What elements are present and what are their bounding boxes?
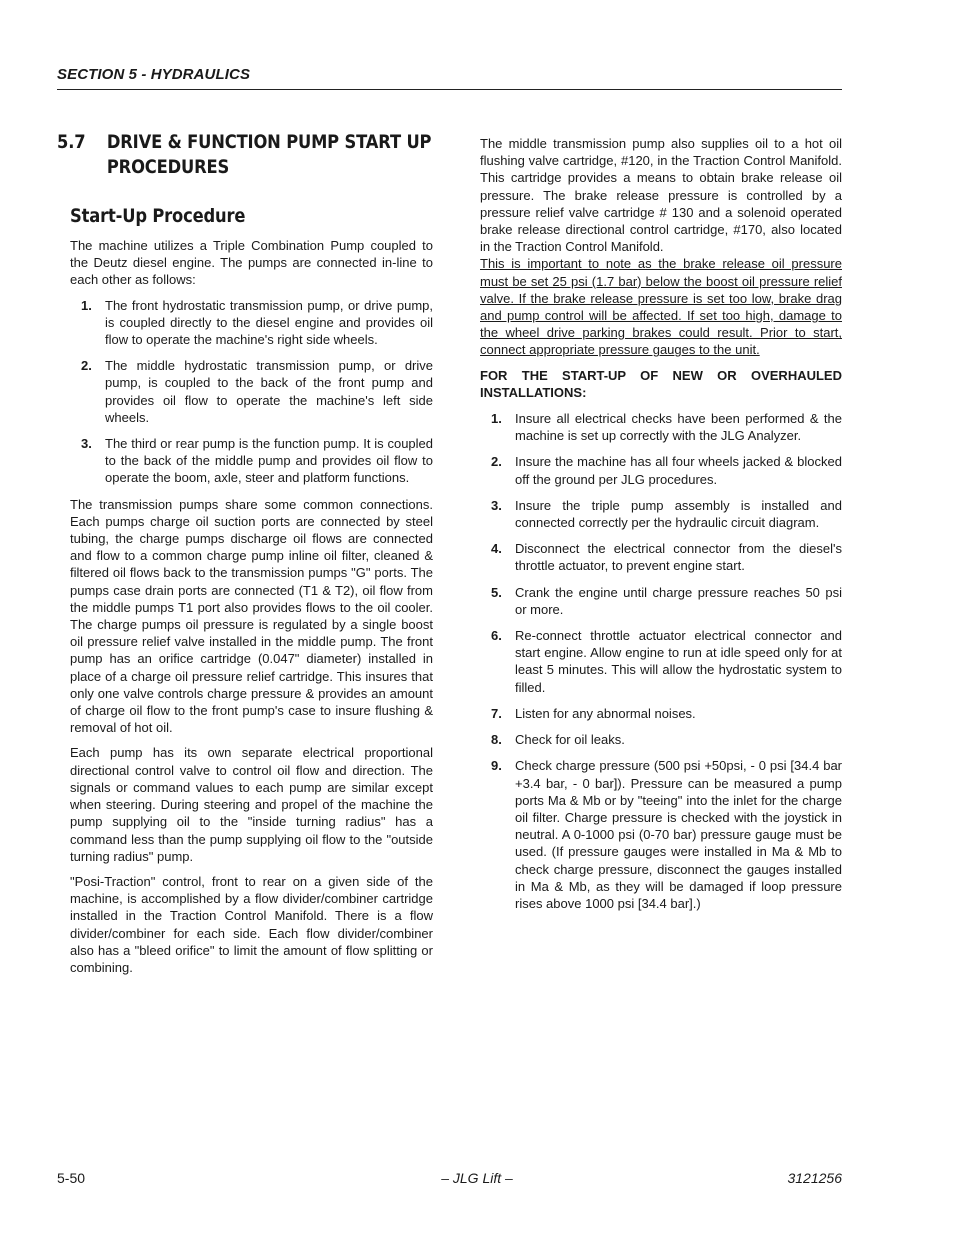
list-item-number: 2. [491,454,502,470]
header-divider [57,89,842,90]
section-title: DRIVE & FUNCTION PUMP START UP PROCEDURES [106,131,432,178]
control-valve-paragraph: Each pump has its own separate electrical proportional directional control valve to control oil flow and direction. The signals or command values to each pump are similar except when steering. During steering and propel of the machine the pump supplying oil to the "inside turning radius" has a command less than the pump supplying oil flow to the "outside turning radius" pump. [70,745,433,864]
list-item-number: 9. [491,758,502,774]
list-item-text: Check charge pressure (500 psi +50psi, - 0 psi [34.4 bar +3.4 bar, - 0 bar]). Pressure can be measured a pump ports Ma & Mb or by "teeing" into the inlet for the charge oil filter. Charge pressure is checked with the joystick in neutral. A 0-1000 psi (0-70 bar) pressure gauge must be used. (If pressure gauges were installed in Ma & Mb to check charge pressure, disconnect the gauges installed in Ma & Mb, as they will be damaged if loop pressure rises above 1000 psi [34.4 bar].) [515,758,842,911]
list-item-number: 7. [491,705,502,721]
list-item-number: 4. [491,541,502,557]
list-item [480,627,842,696]
list-item [480,410,842,444]
document-number: 3121256 [787,1170,842,1186]
list-item [480,584,842,618]
section-header-title: SECTION 5 - HYDRAULICS [57,66,251,83]
list-item-text: The third or rear pump is the function pump. It is coupled to the back of the middle pump and provides oil flow to operate the boom, axle, steer and platform functions. [105,436,433,486]
page-number: 5-50 [57,1170,86,1186]
list-item-text: Insure the machine has all four wheels jacked & blocked off the ground per JLG procedures. [515,454,842,487]
list-item [480,705,842,722]
list-item-text: Listen for any abnormal noises. [515,705,696,721]
subheading-startup-procedure: Start-Up Procedure [70,205,246,227]
list-item-text: Insure all electrical checks have been performed & the machine is set up correctly with the JLG Analyzer. [515,411,842,444]
list-item [70,357,433,426]
section-number: 5.7 [57,131,86,153]
footer-brand: – JLG Lift – [441,1170,513,1186]
list-item [480,497,842,531]
section-heading [57,130,435,180]
middle-pump-paragraph: The middle transmission pump also supplies oil to a hot oil flushing valve cartridge, #120, in the Traction Control Manifold. This cartridge provides a means to obtain brake release oil pressure. The brake release pressure is controlled by a pressure relief valve cartridge # 130 and a solenoid operated brake release directional control cartridge, #170, also located in the Traction Control Manifold. [480,136,842,255]
list-item [70,435,433,487]
left-column [57,130,433,984]
list-item-text: The middle hydrostatic transmission pump, or drive pump, is coupled to the back of the front pump and provides oil flow to operate the machine's left side wheels. [105,358,433,425]
list-item [480,453,842,487]
list-item-text: Check for oil leaks. [515,732,625,748]
list-item-number: 6. [491,628,502,644]
list-item-number: 5. [491,584,502,600]
posi-traction-paragraph: "Posi-Traction" control, front to rear on a given side of the machine, is accomplished by a flow divider/combiner cartridge installed in the Traction Control Manifold. There is a flow divider/combiner for each side. Each flow divider/combiner also has a "bleed orifice" to limit the amount of flow splitting or combining. [70,873,433,975]
list-item [70,297,433,349]
startup-installations-heading: FOR THE START-UP OF NEW OR OVERHAULED INSTALLATIONS: [480,367,842,400]
list-item [480,757,842,912]
list-item-text: Disconnect the electrical connector from the diesel's throttle actuator, to prevent engine start. [515,541,842,574]
startup-steps-list [480,410,842,912]
list-item-text: Insure the triple pump assembly is installed and connected correctly per the hydraulic circuit diagram. [515,497,842,531]
list-item [480,731,842,748]
list-item-text: The front hydrostatic transmission pump, or drive pump, is coupled directly to the diesel engine and provides oil flow to operate the machine's right side wheels. [105,297,433,348]
list-item [480,540,842,574]
pump-list [70,297,433,487]
list-item-number: 2. [81,358,92,374]
transmission-paragraph: The transmission pumps share some common connections. Each pumps charge oil suction ports are connected by steel tubing, the charge pumps discharge oil flows are connected and flow to a common charge pump inline oil filter, cleaned & filtered oil flows back to the transmission pumps "G" ports. The pumps case drain ports are connected (T1 & T2), oil flow from the middle pumps T1 port also provides flows to the oil cooler. The charge pumps oil pressure is regulated by a single boost oil pressure relief valve installed in the middle pump. The front pump has an orifice cartridge (0.047" diameter) installed in place of a charge oil pressure relief cartridge. This insures that only one valve controls charge pressure & provides an amount of charge oil flow to the front pump's case to insure flushing & removal of hot oil. [70,496,433,736]
list-item-number: 1. [491,411,502,427]
right-column [480,135,842,921]
list-item-text: Re-connect throttle actuator electrical connector and start engine. Allow engine to run at idle speed only for at least 5 minutes. This will allow the hydrostatic system to filled. [515,628,842,695]
brake-warning-paragraph: This is important to note as the brake release oil pressure must be set 25 psi (1.7 bar) below the boost oil pressure relief valve. If the brake release pressure is set too low, brake drag and pump control will be affected. If set too high, damage to the wheel drive parking brakes could result. Prior to start, connect appropriate pressure gauges to the unit. [480,256,842,358]
list-item-number: 8. [491,732,502,748]
list-item-number: 3. [491,497,502,513]
intro-paragraph: The machine utilizes a Triple Combination Pump coupled to the Deutz diesel engine. The pumps are connected in-line to each other as follows: [70,238,433,288]
list-item-number: 1. [81,297,92,313]
list-item-number: 3. [81,436,92,452]
list-item-text: Crank the engine until charge pressure reaches 50 psi or more. [515,584,842,617]
